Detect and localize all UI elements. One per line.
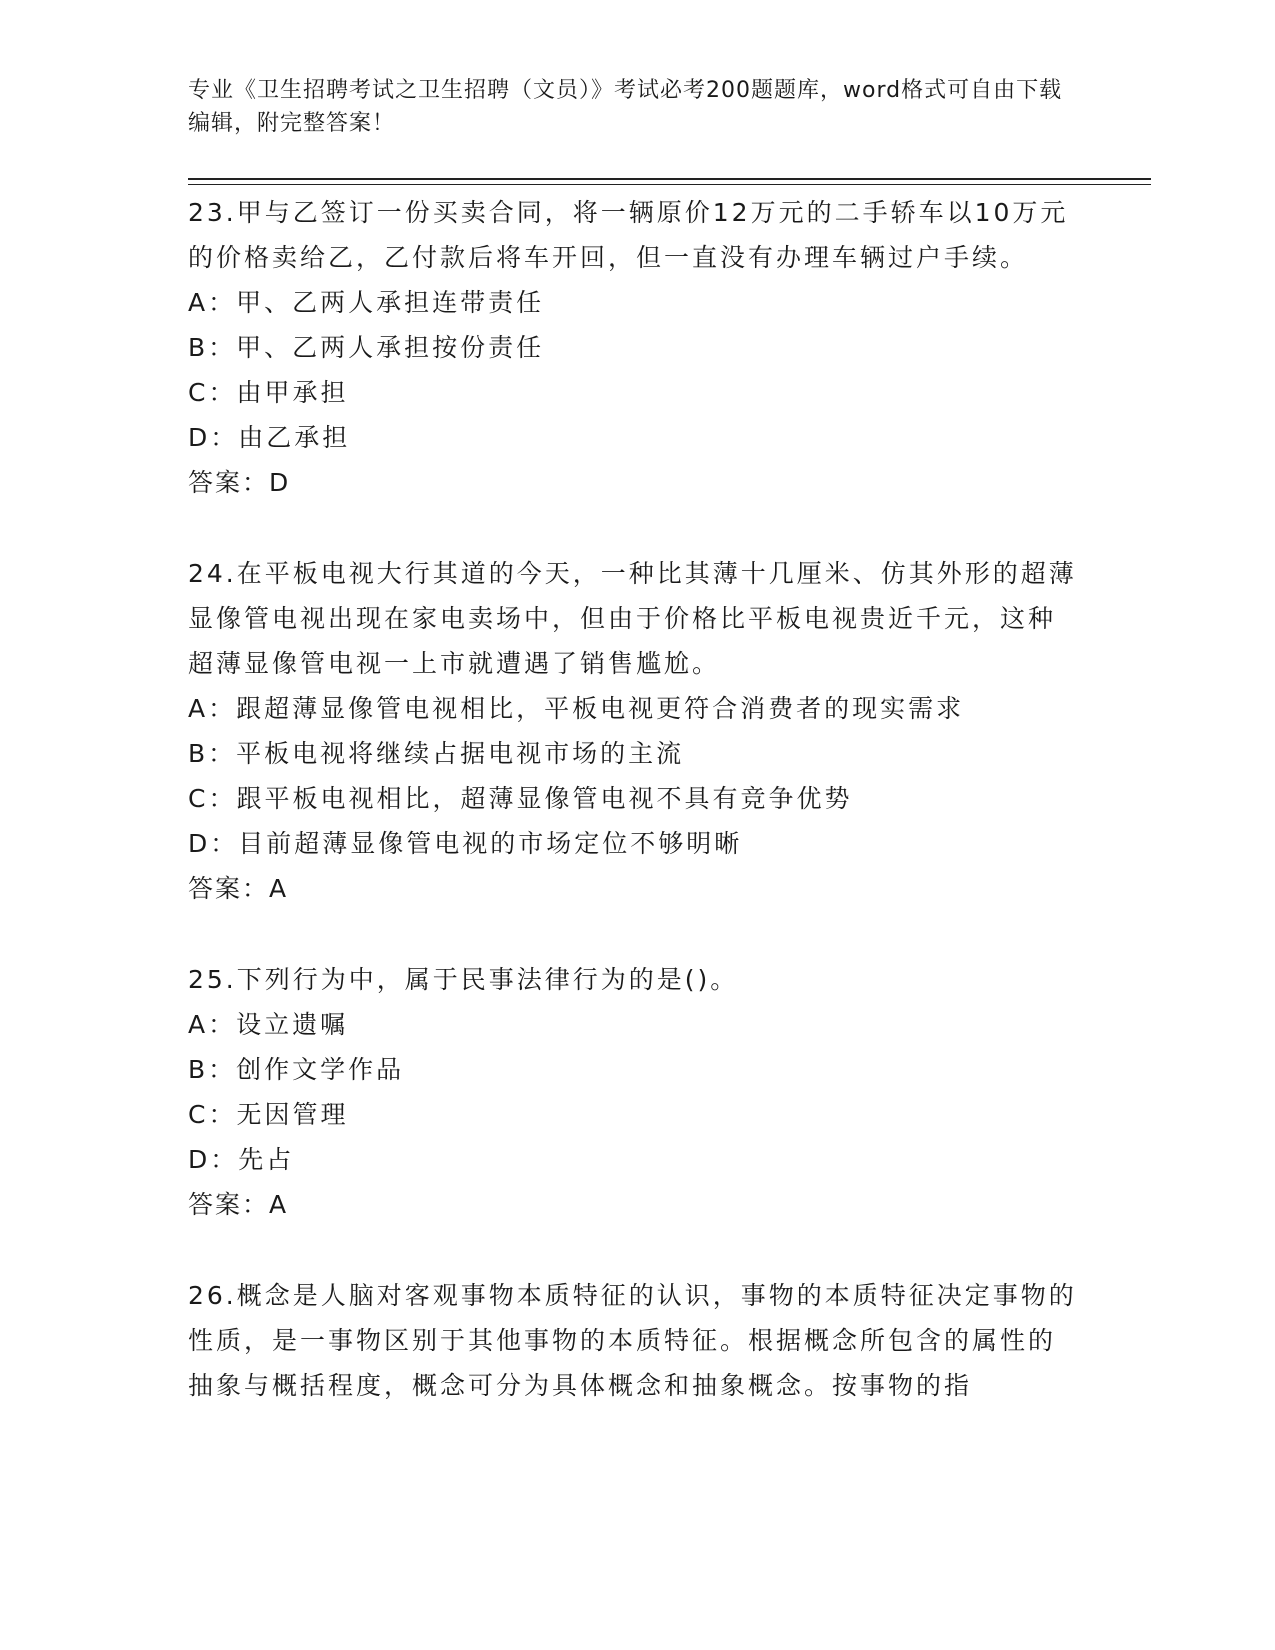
- option-a: A：设立遗嘱: [188, 1010, 349, 1039]
- question-25: [188, 957, 1078, 1227]
- option-c: C：由甲承担: [188, 378, 349, 407]
- answer: 答案：A: [188, 1190, 289, 1219]
- question-text: 23.甲与乙签订一份买卖合同，将一辆原价12万元的二手轿车以10万元的价格卖给乙，乙付款后将车开回，但一直没有办理车辆过户手续。: [188, 198, 1069, 272]
- question-text: 26.概念是人脑对客观事物本质特征的认识，事物的本质特征决定事物的性质，是一事物区别于其他事物的本质特征。根据概念所包含的属性的抽象与概括程度，概念可分为具体概念和抽象概念。按事物的指: [188, 1281, 1077, 1400]
- header-divider-thick: [188, 178, 1151, 180]
- question-23: [188, 190, 1078, 505]
- question-spacer: [188, 911, 1078, 957]
- option-a: A：甲、乙两人承担连带责任: [188, 288, 545, 317]
- option-c: C：跟平板电视相比，超薄显像管电视不具有竞争优势: [188, 784, 853, 813]
- option-a: A：跟超薄显像管电视相比，平板电视更符合消费者的现实需求: [188, 694, 965, 723]
- option-d: D：由乙承担: [188, 423, 351, 452]
- question-spacer: [188, 505, 1078, 551]
- option-b: B：平板电视将继续占据电视市场的主流: [188, 739, 685, 768]
- answer: 答案：A: [188, 874, 289, 903]
- question-26: [188, 1273, 1078, 1408]
- document-header: 专业《卫生招聘考试之卫生招聘（文员）》考试必考200题题库，word格式可自由下载编辑，附完整答案！: [188, 78, 1063, 136]
- option-c: C：无因管理: [188, 1100, 349, 1129]
- header-divider-thin: [188, 184, 1151, 185]
- question-text: 24.在平板电视大行其道的今天，一种比其薄十几厘米、仿其外形的超薄显像管电视出现在家电卖场中，但由于价格比平板电视贵近千元，这种超薄显像管电视一上市就遭遇了销售尴尬。: [188, 559, 1077, 678]
- option-b: B：创作文学作品: [188, 1055, 405, 1084]
- question-spacer: [188, 1227, 1078, 1273]
- option-d: D：目前超薄显像管电视的市场定位不够明晰: [188, 829, 743, 858]
- answer: 答案：D: [188, 468, 291, 497]
- option-d: D：先占: [188, 1145, 295, 1174]
- option-b: B：甲、乙两人承担按份责任: [188, 333, 545, 362]
- question-text: 25.下列行为中，属于民事法律行为的是()。: [188, 965, 739, 994]
- question-24: [188, 551, 1078, 911]
- question-list: [188, 190, 1078, 1408]
